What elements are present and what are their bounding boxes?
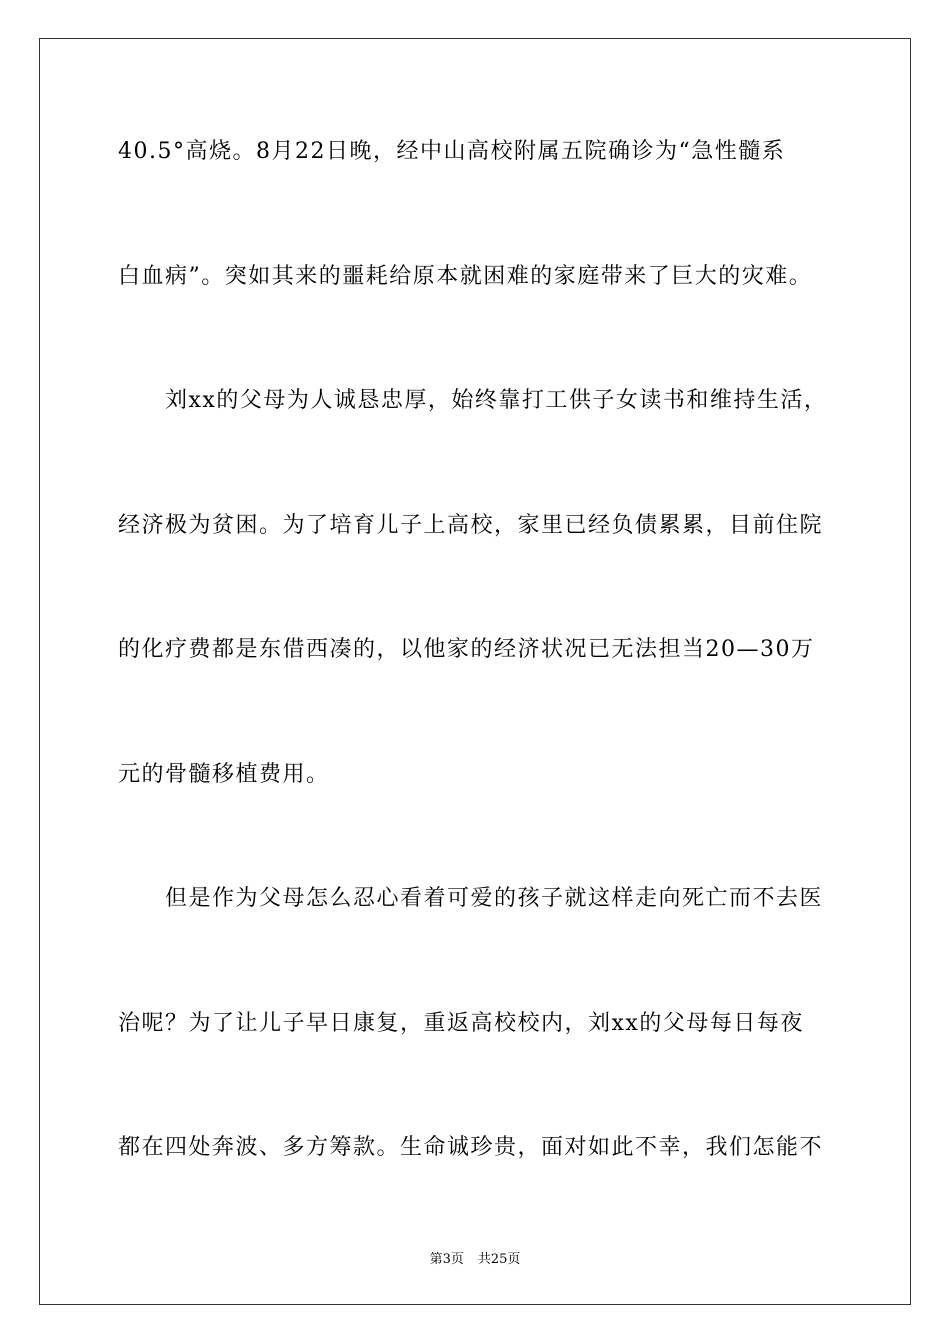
text-line-5: 的化疗费都是东借西凑的，以他家的经济状况已无法担当20—30万 bbox=[118, 637, 815, 662]
text-line-8: 治呢？为了让儿子早日康复，重返高校校内，刘xx的父母每日每夜 bbox=[118, 1010, 804, 1036]
text-line-6: 元的骨髓移植费用。 bbox=[118, 761, 330, 787]
text-line-4: 经济极为贫困。为了培育儿子上高校，家里已经负债累累，目前住院 bbox=[118, 512, 824, 538]
page-number: 第3页 bbox=[429, 1252, 464, 1267]
document-body bbox=[118, 130, 838, 1251]
text-line-9: 都在四处奔波、多方筹款。生命诚珍贵，面对如此不幸，我们怎能不 bbox=[118, 1135, 824, 1160]
text-line-7: 但是作为父母怎么忍心看着可爱的孩子就这样走向死亡而不去医 bbox=[165, 886, 824, 911]
page-total: 共25页 bbox=[477, 1252, 521, 1267]
text-line-1: 40.5°高烧。8月22日晚，经中山高校附属五院确诊为“急性髓系 bbox=[118, 139, 786, 164]
page-footer bbox=[0, 1248, 950, 1267]
text-line-2: 白血病”。突如其来的噩耗给原本就困难的家庭带来了巨大的灾难。 bbox=[118, 263, 813, 289]
text-line-3: 刘xx的父母为人诚恳忠厚，始终靠打工供子女读书和维持生活， bbox=[165, 388, 828, 413]
